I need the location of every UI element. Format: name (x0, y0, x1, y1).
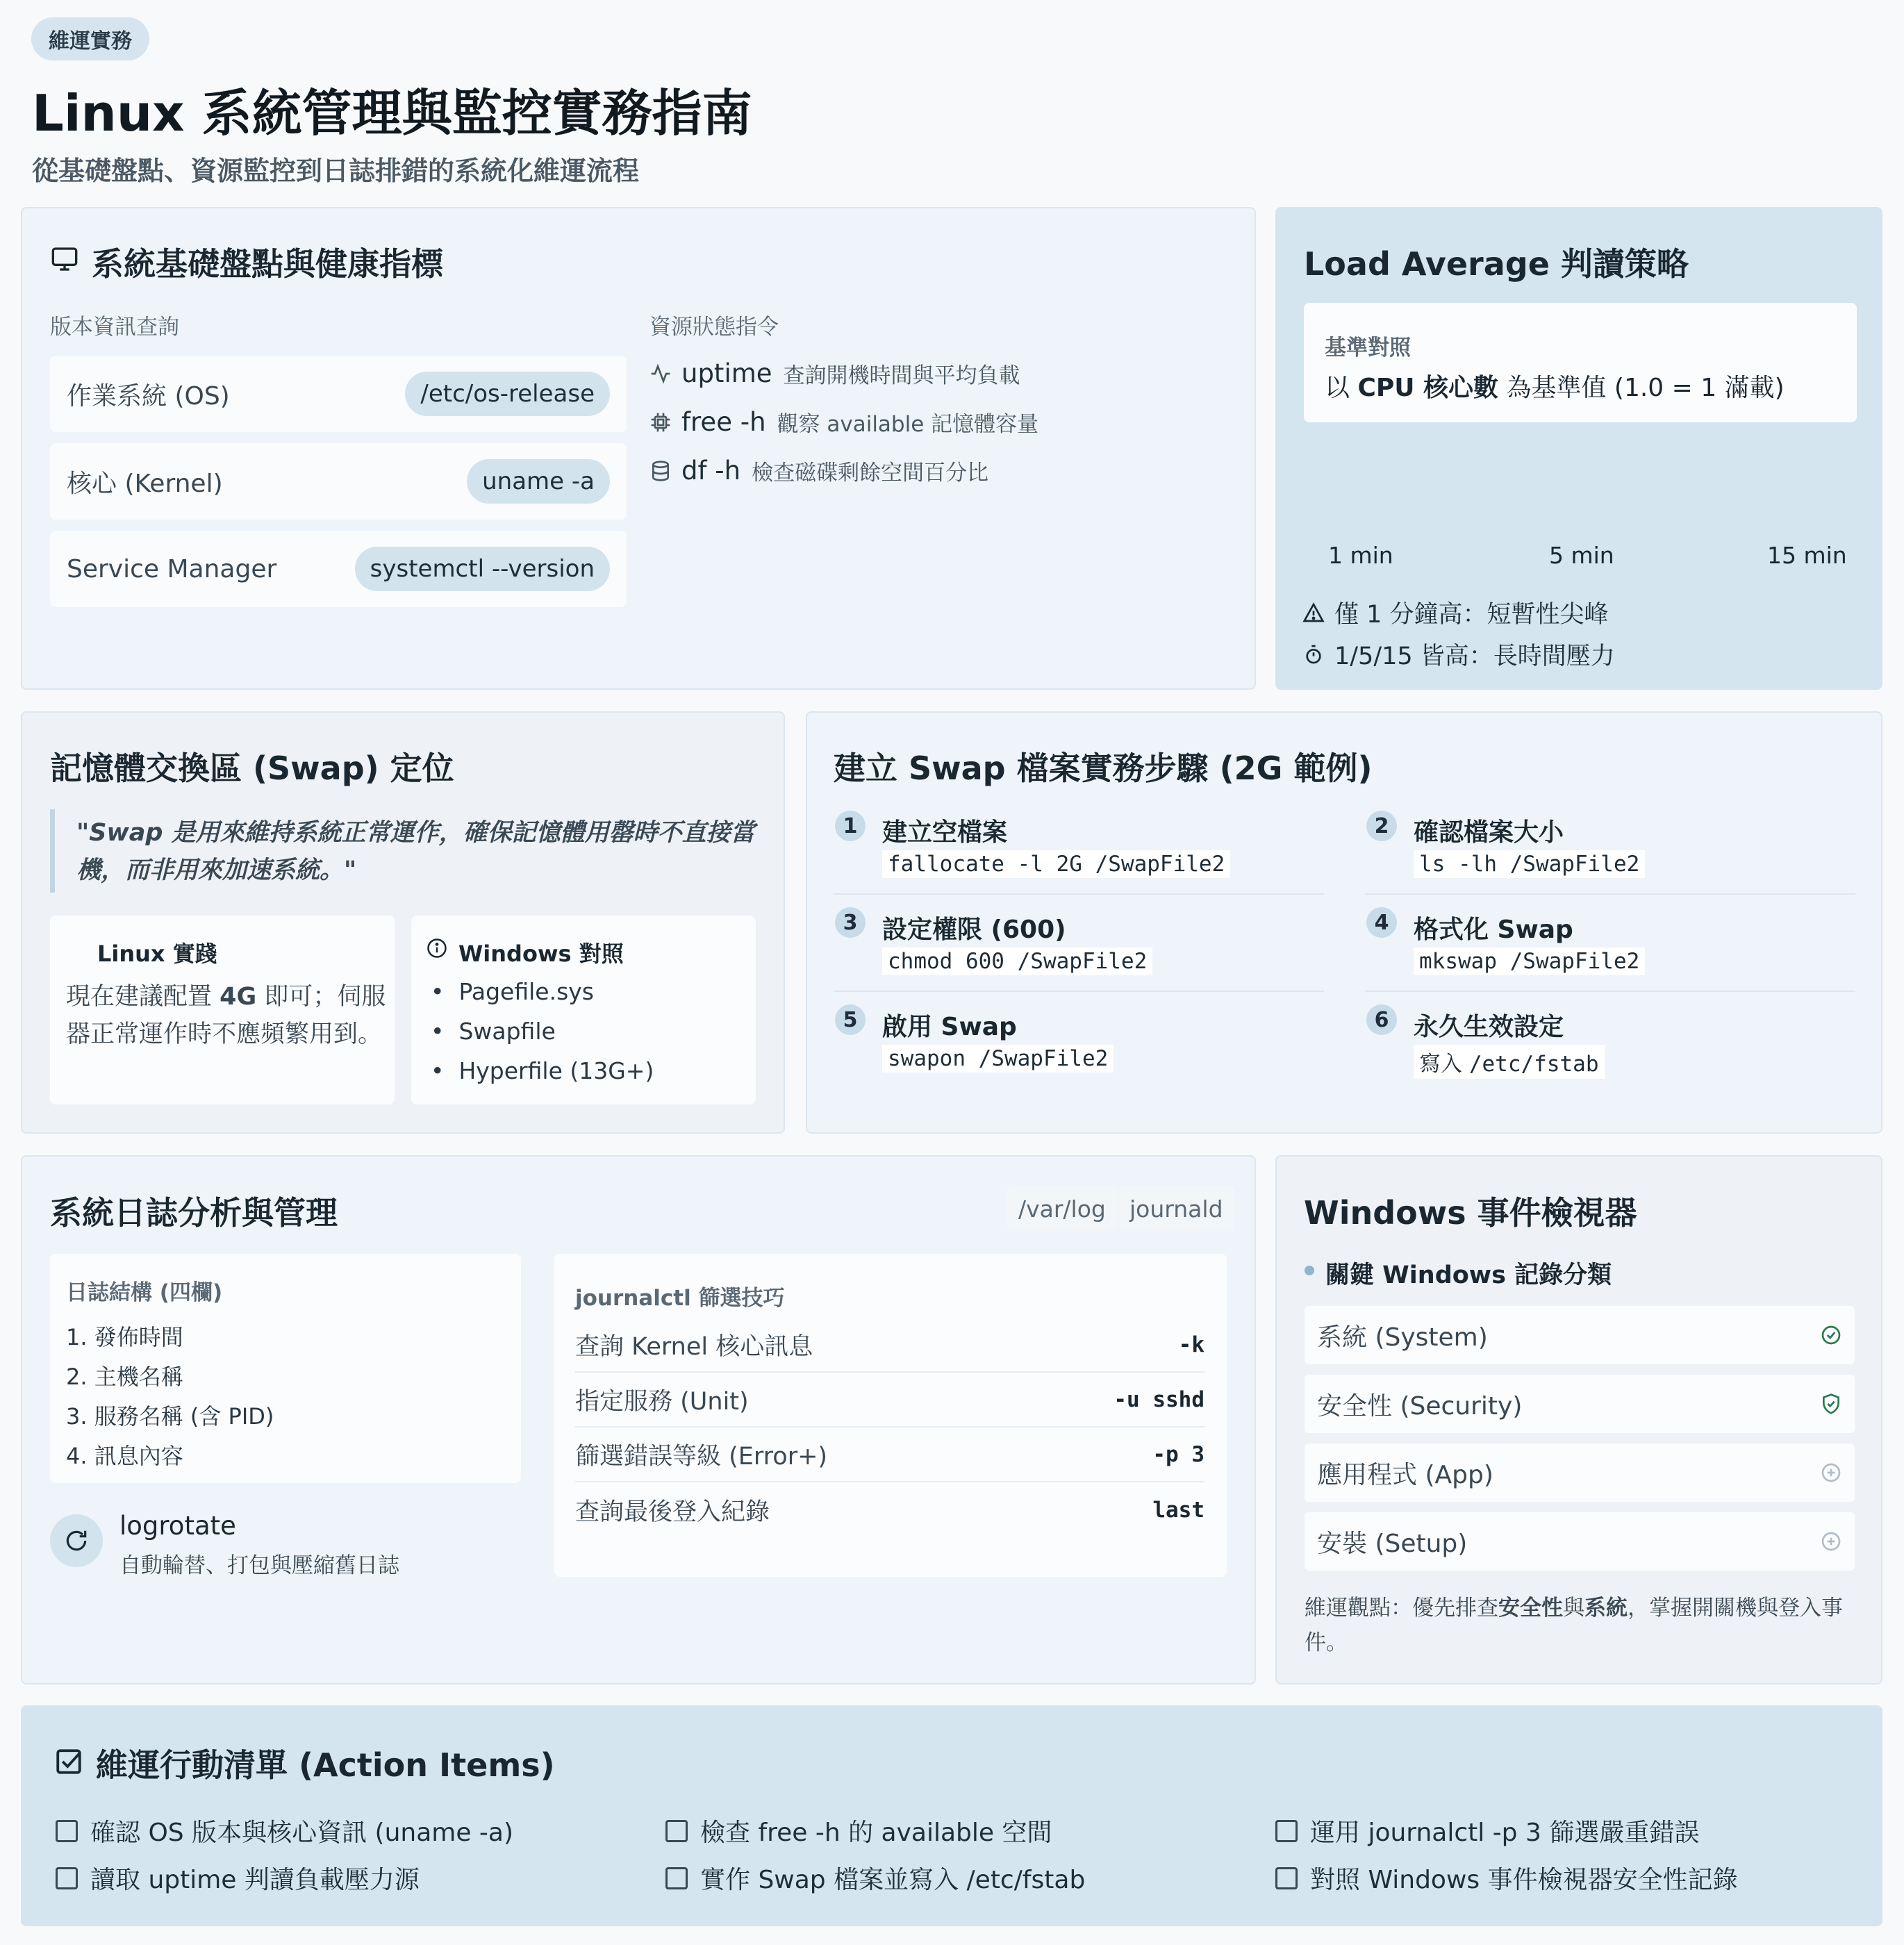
action-item[interactable]: 對照 Windows 事件檢視器安全性記錄 (1275, 1860, 1738, 1896)
windows-compare-item: • Pagefile.sys (431, 978, 595, 1005)
checkbox[interactable] (56, 1867, 78, 1889)
linux-practice-text: 現在建議配置 4G 即可；伺服 器正常運作時不應頻繁用到。 (66, 983, 386, 1048)
log-structure-title: 日誌結構 (四欄) (66, 1280, 223, 1305)
step-code: 寫入 /etc/fstab (1414, 1045, 1605, 1079)
version-row-cmd: /etc/os-release (405, 372, 610, 416)
monitor-icon (50, 245, 79, 273)
swap-quote: "Swap 是用來維持系統正常運作，確保記憶體用罄時不直接當 機，而非用來加速系統。" (76, 819, 755, 884)
action-item[interactable]: 檢查 free -h 的 available 空間 (665, 1813, 1052, 1848)
swap-quote-bar (50, 809, 55, 893)
journalctl-row-error: 篩選錯誤等級 (Error+) -p 3 (575, 1428, 1205, 1482)
steps-title: 建立 Swap 檔案實務步驟 (2G 範例) (834, 750, 1373, 787)
version-row-service (50, 531, 627, 607)
logrotate-title: logrotate (119, 1511, 236, 1541)
action-item[interactable]: 讀取 uptime 判讀負載壓力源 (56, 1860, 420, 1896)
journalctl-title: journalctl 篩選技巧 (575, 1286, 785, 1311)
action-item[interactable]: 運用 journalctl -p 3 篩選嚴重錯誤 (1275, 1813, 1699, 1848)
events-title: Windows 事件檢視器 (1304, 1194, 1637, 1232)
step-code: fallocate -l 2G /SwapFile2 (882, 850, 1230, 878)
step-title: 設定權限 (600) (882, 916, 1066, 944)
log-structure-item: 2. 主機名稱 (66, 1364, 183, 1390)
checkbox[interactable] (665, 1867, 688, 1889)
action-item[interactable]: 確認 OS 版本與核心資訊 (uname -a) (56, 1813, 513, 1848)
step-title: 確認檔案大小 (1414, 818, 1564, 847)
chip-icon (649, 411, 672, 433)
journalctl-row-kernel: 查詢 Kernel 核心訊息 -k (575, 1318, 1205, 1373)
tag-journald: journald (1118, 1186, 1234, 1231)
swap-title: 記憶體交換區 (Swap) 定位 (50, 750, 454, 787)
shield-check-icon (1820, 1393, 1842, 1415)
journalctl-row-unit: 指定服務 (Unit) -u sshd (575, 1373, 1205, 1427)
event-row-app: 應用程式 (App) (1305, 1443, 1855, 1502)
step-divider (1365, 893, 1855, 895)
interval-15min: 15 min (1767, 542, 1847, 569)
version-row-cmd: systemctl --version (355, 547, 610, 591)
step-number: 1 (835, 811, 866, 841)
baseline-box (1304, 303, 1857, 422)
category-badge: 維運實務 (31, 17, 149, 60)
step-title: 格式化 Swap (1414, 916, 1573, 944)
interval-5min: 5 min (1549, 542, 1614, 569)
step-divider (834, 991, 1324, 992)
log-structure-item: 4. 訊息內容 (66, 1443, 183, 1469)
plus-circle-icon (1820, 1462, 1842, 1484)
step-code: swapon /SwapFile2 (882, 1045, 1114, 1073)
version-row-label: 作業系統 (OS) (67, 381, 230, 411)
checkbox[interactable] (56, 1820, 78, 1842)
version-row-label: Service Manager (67, 554, 277, 584)
inventory-title: 系統基礎盤點與健康指標 (92, 245, 443, 283)
event-row-system: 系統 (System) (1305, 1306, 1855, 1364)
baseline-label: 基準對照 (1325, 336, 1411, 361)
refresh-icon (63, 1528, 90, 1554)
action-item[interactable]: 實作 Swap 檔案並寫入 /etc/fstab (665, 1860, 1085, 1896)
baseline-text: 以 CPU 核心數 為基準值 (1.0 = 1 滿載) (1325, 374, 1785, 402)
check-circle-icon (1820, 1324, 1842, 1346)
step-code: mkswap /SwapFile2 (1414, 947, 1645, 975)
linux-practice-title: Linux 實踐 (97, 941, 217, 967)
checkbox[interactable] (665, 1820, 688, 1842)
database-icon (649, 460, 672, 482)
page-subtitle: 從基礎盤點、資源監控到日誌排錯的系統化維運流程 (32, 156, 640, 186)
step-divider (1365, 991, 1855, 992)
info-icon (427, 938, 447, 959)
checkbox[interactable] (1275, 1820, 1298, 1842)
windows-compare-title: Windows 對照 (458, 941, 624, 967)
events-bullet (1305, 1266, 1314, 1275)
step-number: 4 (1366, 907, 1397, 938)
activity-icon (649, 363, 672, 385)
step-number: 3 (835, 907, 866, 938)
logrotate-desc: 自動輪替、打包與壓縮舊日誌 (119, 1553, 399, 1578)
step-number: 5 (835, 1004, 866, 1035)
version-row-os (50, 356, 627, 432)
step-code: chmod 600 /SwapFile2 (882, 947, 1152, 975)
windows-compare-item: • Swapfile (431, 1018, 556, 1045)
step-divider (834, 893, 1324, 895)
checklist-icon (54, 1747, 83, 1776)
load-note-short: 僅 1 分鐘高：短暫性尖峰 (1302, 595, 1620, 630)
logrotate-icon-circle (50, 1514, 103, 1567)
version-label: 版本資訊查詢 (50, 315, 179, 340)
step-code: ls -lh /SwapFile2 (1414, 850, 1645, 878)
plus-circle-icon (1820, 1530, 1842, 1553)
warning-icon (1302, 602, 1325, 624)
log-structure-item: 1. 發佈時間 (66, 1324, 183, 1350)
log-structure-item: 3. 服務名稱 (含 PID) (66, 1403, 274, 1430)
tag-var-log: /var/log (1007, 1186, 1117, 1231)
checkbox[interactable] (1275, 1867, 1298, 1889)
journalctl-row-last: 查詢最後登入紀錄 last (575, 1498, 1205, 1526)
logs-title: 系統日誌分析與管理 (50, 1194, 338, 1232)
events-subtitle: 關鍵 Windows 記錄分類 (1325, 1261, 1612, 1289)
version-row-cmd: uname -a (467, 459, 610, 504)
step-title: 建立空檔案 (882, 818, 1008, 847)
step-title: 永久生效設定 (1414, 1013, 1564, 1041)
event-row-security: 安全性 (Security) (1305, 1375, 1855, 1433)
windows-compare-item: • Hyperfile (13G+) (431, 1057, 654, 1084)
events-note: 維運觀點：優先排查安全性與系統，掌握開關機與登入事 件。 (1305, 1596, 1843, 1655)
step-number: 2 (1366, 811, 1397, 841)
resource-cmd-free: free -h 觀察 available 記憶體容量 (649, 406, 1038, 438)
event-row-setup: 安裝 (Setup) (1305, 1512, 1855, 1571)
step-number: 6 (1366, 1004, 1397, 1035)
load-title: Load Average 判讀策略 (1304, 245, 1689, 283)
load-note-long: 1/5/15 皆高：長時間壓力 (1302, 637, 1626, 672)
resource-cmd-uptime: uptime 查詢開機時間與平均負載 (649, 358, 1020, 389)
resource-cmd-df: df -h 檢查磁碟剩餘空間百分比 (649, 455, 988, 486)
timer-icon (1302, 643, 1325, 665)
actions-title: 維運行動清單 (Action Items) (96, 1746, 555, 1784)
version-row-label: 核心 (Kernel) (67, 469, 223, 498)
interval-1min: 1 min (1328, 542, 1393, 569)
version-row-kernel (50, 443, 627, 520)
resource-label: 資源狀態指令 (649, 315, 779, 340)
step-title: 啟用 Swap (882, 1013, 1017, 1041)
page-title: Linux 系統管理與監控實務指南 (32, 84, 752, 142)
